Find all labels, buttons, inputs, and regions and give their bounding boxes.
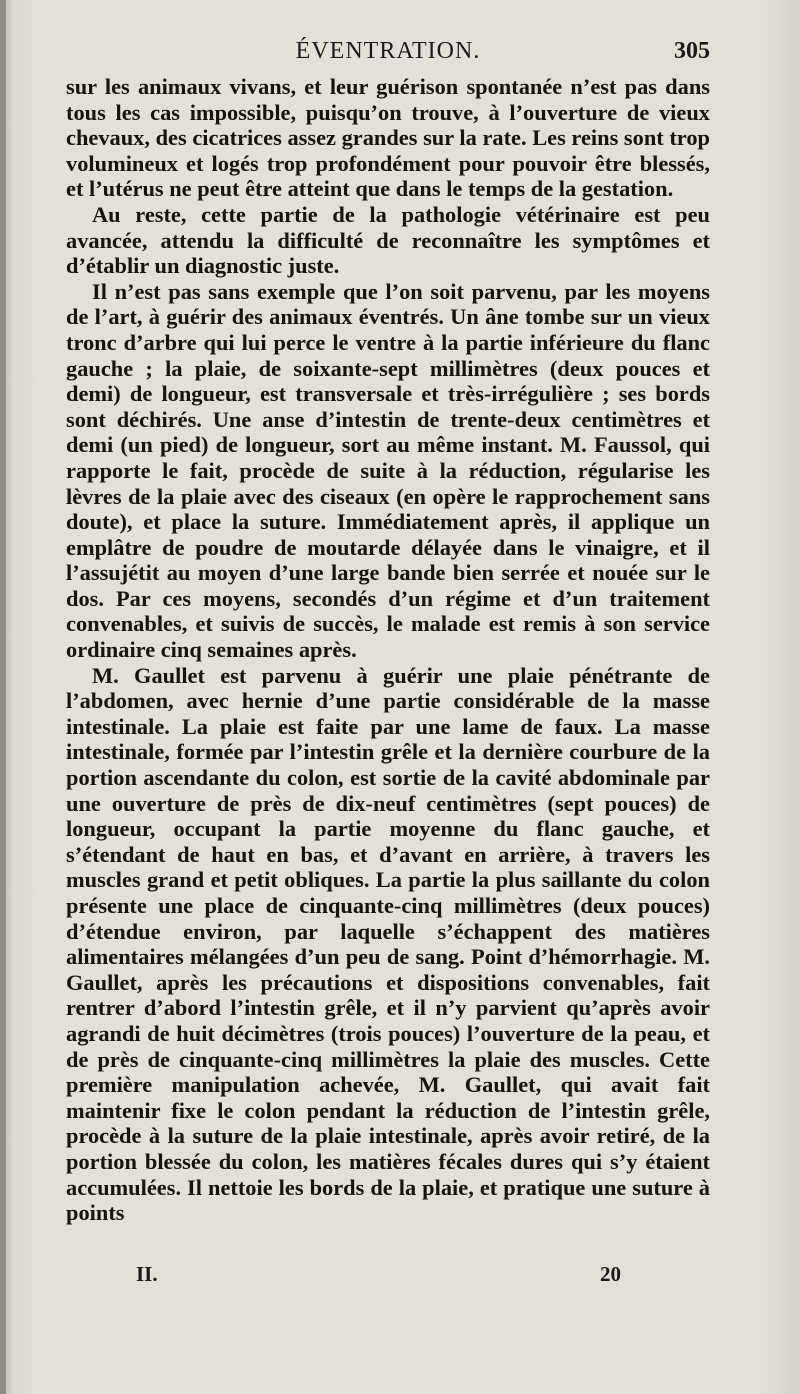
body-text <box>66 74 710 1260</box>
page-footer <box>66 1262 710 1292</box>
running-title: ÉVENTRATION. <box>295 38 481 64</box>
page-number: 305 <box>674 38 710 64</box>
page-spine-shadow <box>0 0 6 1394</box>
paragraph: Au reste, cette partie de la pathologie vétérinaire est peu avancée, attendu la difficulté de reconnaître les symptômes et d’établir un diagnostic juste. <box>66 201 710 279</box>
volume-number: II. <box>136 1262 158 1286</box>
signature-mark: 20 <box>600 1262 621 1286</box>
paragraph: sur les animaux vivans, et leur guérison spontanée n’est pas dans tous les cas impossible, puisqu’on trouve, à l’ouverture de vieux chevaux, des cicatrices assez grandes sur la rate. Les reins sont trop volumineux et logés trop profondément pour pouvoir être blessés, et l’utérus ne peut être atteint que dans le temps de la gestation. <box>66 74 710 202</box>
paragraph: Il n’est pas sans exemple que l’on soit parvenu, par les moyens de l’art, à guérir des animaux éventrés. Un âne tombe sur un vieux tronc d’arbre qui lui perce le ventre à la partie inférieure du flanc gauche ; la plaie, de soixante-sept millimètres (deux pouces et demi) de longueur, est transversale et très-irrégulière ; ses bords sont déchirés. Une anse d’intestin de trente-deux centimètres et demi (un pied) de longueur, sort au même instant. M. Faussol, qui rapporte le fait, procède de suite à la réduction, régularise les lèvres de la plaie avec des ciseaux (en opère le rapprochement sans doute), et place la suture. Immédiatement après, il applique un emplâtre de poudre de moutarde délayée dans le vinaigre, et il l’assujétit au moyen d’une large bande bien serrée et nouée sur le dos. Par ces moyens, secondés d’un régime et d’un traitement convenables, et suivis de succès, le malade est remis à son service ordinaire cinq semaines après. <box>66 278 710 663</box>
running-header <box>66 38 710 68</box>
paragraph: M. Gaullet est parvenu à guérir une plaie pénétrante de l’abdomen, avec hernie d’une partie considérable de la masse intestinale. La plaie est faite par une lame de faux. La masse intestinale, formée par l’intestin grêle et la dernière courbure de la portion ascendante du colon, est sortie de la cavité abdominale par une ouverture de près de dix-neuf centimètres (sept pouces) de longueur, occupant la partie moyenne du flanc gauche, et s’étendant de haut en bas, et d’avant en arrière, à travers les muscles grand et petit obliques. La partie la plus saillante du colon présente une place de cinquante-cinq millimètres (deux pouces) d’étendue environ, par laquelle s’échappent des matières alimentaires mélangées d’un peu de sang. Point d’hémorrhagie. M. Gaullet, après les précautions et dispositions convenables, fait rentrer d’abord l’intestin grêle, et il n’y parvient qu’après avoir agrandi de huit décimètres (trois pouces) l’ouverture de la peau, et de près de cinquante-cinq millimètres la plaie des muscles. Cette première manipulation achevée, M. Gaullet, qui avait fait maintenir fixe le colon pendant la réduction de l’intestin grêle, procède à la suture de la plaie intestinale, après avoir retiré, de la portion blessée du colon, les matières fécales dures qui s’y étaient accumulées. Il nettoie les bords de la plaie, et pratique une suture à points <box>66 662 710 1226</box>
